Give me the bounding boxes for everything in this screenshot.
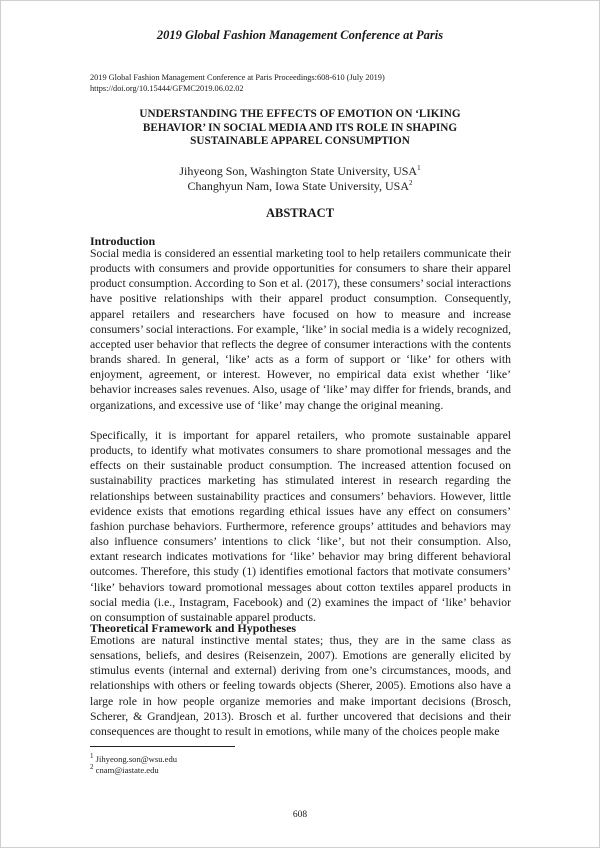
title-line: UNDERSTANDING THE EFFECTS OF EMOTION ON ‘LIKING (139, 108, 461, 120)
section-heading-introduction: Introduction (90, 234, 156, 248)
author-footnote-mark: 2 (409, 179, 413, 187)
paragraph: Specifically, it is important for apparel retailers, who promote sustainable apparel products, to identify what motivates consumers to share promotional messages and the effects on their sustainable product consumption. The increased attention focused on sustainability practices marketing has stimulated interest in research regarding the relationships between sustainability practices and consumers’ behaviors. However, little evidence exists that emotions regarding ethical issues have any effect on consumers’ fashion purchase behaviors. Furthermore, reference groups’ attitudes and behaviors may also influence consumers’ intentions to click ‘like’, but not their consumption. Also, extant research indicates motivations for ‘like’ behavior may bring different behavioral outcomes. Therefore, this study (1) identifies emotional factors that motivate consumers’ ‘like’ behaviors toward promotional messages about cotton textiles apparel products in social media (i.e., Instagram, Facebook) and (2) examines the impact of ‘like’ behavior on consumption of sustainable apparel products. (90, 429, 511, 624)
footnote (90, 754, 390, 765)
section-heading-framework: Theoretical Framework and Hypotheses (90, 621, 297, 635)
author-name: Changhyun Nam, Iowa State University, USA (187, 179, 410, 193)
footnote-mark: 2 (90, 763, 94, 772)
footnote (90, 765, 390, 776)
title-line: SUSTAINABLE APPAREL CONSUMPTION (190, 135, 410, 148)
author-footnote-mark: 1 (417, 164, 421, 172)
author-name: Jihyeong Son, Washington State University, USA (179, 164, 418, 178)
paper-title (90, 108, 510, 149)
footnote-mark: 1 (90, 752, 94, 761)
page-number: 608 (292, 810, 308, 820)
citation-proceedings: 2019 Global Fashion Management Conference at Paris Proceedings:608-610 (July 2019) (90, 73, 385, 82)
author-list (90, 164, 510, 194)
author-line (90, 164, 510, 179)
citation-doi: https://doi.org/10.15444/GFMC2019.06.02.02 (90, 84, 244, 93)
footnote-email: Jihyeong.son@wsu.edu (95, 754, 178, 764)
running-header: 2019 Global Fashion Management Conference at Paris (156, 28, 444, 42)
paragraph: Emotions are natural instinctive mental states; thus, they are in the same class as sensations, beliefs, and desires (Reisenzein, 2007). Emotions are generally elicited by stimulus events (internal and external) deriving from one’s circumstances, moods, and relationships with others or feeling towards objects (Sherer, 2005). Emotions also have a large role in how people organize memories and make important decisions (Brosch, Scherer, & Grandjean, 2013). Brosch et al. further uncovered that decisions and their consequences are thought to result in emotions, while many of the choices people make (90, 634, 511, 738)
author-line (90, 179, 510, 194)
abstract-heading: ABSTRACT (265, 206, 335, 220)
footnotes (90, 754, 390, 776)
paragraph: Social media is considered an essential marketing tool to help retailers communicate their products with consumers and provide opportunities for consumers to share their apparel product consumption. According to Son et al. (2017), these consumers’ social interactions have positive relationships with their apparel product consumption. Consequently, apparel retailers and researchers have focused on how to measure and increase consumers’ social interactions. For example, ‘like’ in social media is a widely recognized, accepted user behavior that reflects the degree of consumer interactions with the contents brands shared. In general, ‘like’ acts as a form of support or ‘like’ for others with enjoyment, agreement, or interest. However, no empirical data exist whether ‘like’ behavior increases sales revenues. Also, usage of ‘like’ may differ for friends, brands, and organizations, and excessive use of ‘like’ may change the original meaning. (90, 247, 511, 412)
footnote-email: cnam@iastate.edu (95, 765, 159, 775)
footnote-divider (90, 746, 235, 747)
title-line: BEHAVIOR’ IN SOCIAL MEDIA AND ITS ROLE IN SHAPING (142, 121, 458, 134)
citation-block (90, 72, 520, 94)
